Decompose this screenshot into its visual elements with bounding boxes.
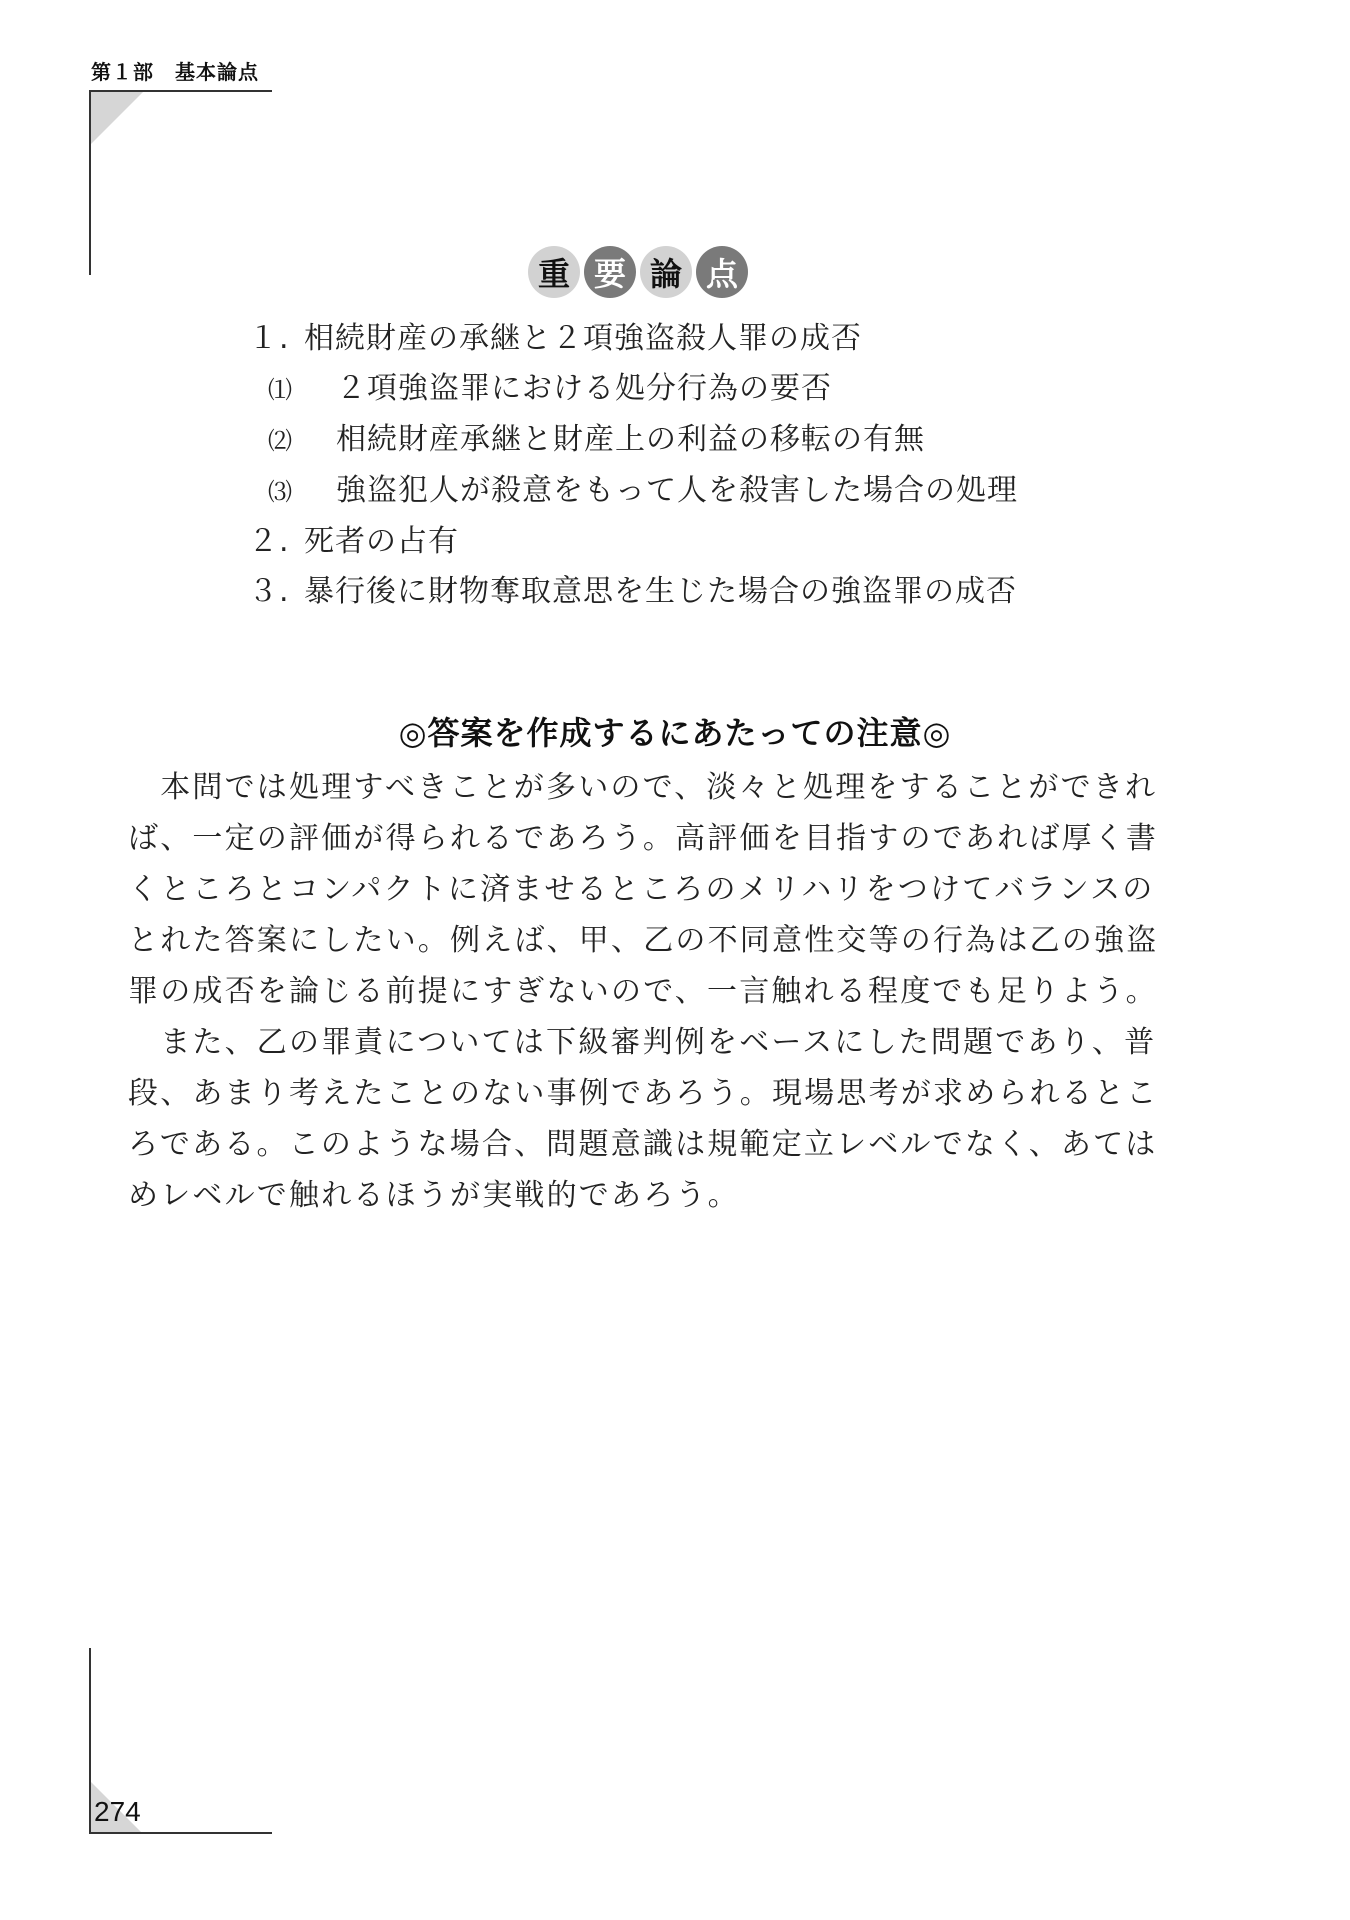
- subitem-number: ⑵: [268, 427, 293, 455]
- key-points-badge: 重: [528, 246, 580, 298]
- paragraph-line: めレベルで触れるほうが実戦的であろう。: [128, 1178, 740, 1213]
- item-text: 暴行後に財物奪取意思を生じた場合の強盗罪の成否: [304, 574, 1017, 609]
- notes-heading: ◎答案を作成するにあたっての注意◎: [398, 714, 952, 752]
- key-points-badge: 要: [584, 246, 636, 298]
- paragraph-line: また、乙の罪責については下級審判例をベースにした問題であり、普: [128, 1025, 1157, 1060]
- item-text: 相続財産の承継と２項強盗殺人罪の成否: [304, 321, 862, 356]
- subitem-text: 強盗犯人が殺意をもって人を殺害した場合の処理: [336, 473, 1018, 508]
- corner-decoration-top: [91, 92, 143, 144]
- key-points-badge: 論: [640, 246, 692, 298]
- footer-rule: [91, 1832, 272, 1834]
- paragraph-line: ば、一定の評価が得られるであろう。高評価を目指すのであれば厚く書: [128, 821, 1159, 856]
- list-item: [248, 314, 1148, 364]
- paragraph-line: とれた答案にしたい。例えば、甲、乙の不同意性交等の行為は乙の強盗: [128, 923, 1159, 958]
- key-points-badge-group: [528, 246, 748, 298]
- list-item: [248, 517, 1148, 567]
- key-points-badge: 点: [696, 246, 748, 298]
- item-number: ３.: [248, 574, 290, 609]
- sub-list-item: [248, 364, 1148, 415]
- key-points-list: [248, 314, 1148, 617]
- sub-list-item: [248, 466, 1148, 517]
- paragraph-line: ろである。このような場合、問題意識は規範定立レベルでなく、あては: [128, 1127, 1158, 1162]
- paragraph-line: 本問では処理すべきことが多いので、淡々と処理をすることができれ: [128, 770, 1158, 805]
- paragraph-line: 段、あまり考えたことのない事例であろう。現場思考が求められるとこ: [128, 1076, 1159, 1111]
- paragraph-line: くところとコンパクトに済ませるところのメリハリをつけてバランスの: [128, 872, 1155, 907]
- item-number: ２.: [248, 524, 290, 559]
- paragraph-line: 罪の成否を論じる前提にすぎないので、一言触れる程度でも足りよう。: [128, 974, 1158, 1009]
- subitem-text: ２項強盗罪における処分行為の要否: [336, 371, 832, 406]
- item-text: 死者の占有: [304, 524, 459, 559]
- list-item: [248, 567, 1148, 617]
- sub-list-item: [248, 415, 1148, 466]
- running-header: 第１部 基本論点: [91, 60, 259, 84]
- item-number: １.: [248, 321, 290, 356]
- subitem-number: ⑶: [268, 478, 293, 506]
- subitem-number: ⑴: [268, 376, 293, 404]
- subitem-text: 相続財産承継と財産上の利益の移転の有無: [336, 422, 925, 457]
- notes-body: [128, 762, 1158, 1221]
- page-number: 274: [94, 1796, 141, 1827]
